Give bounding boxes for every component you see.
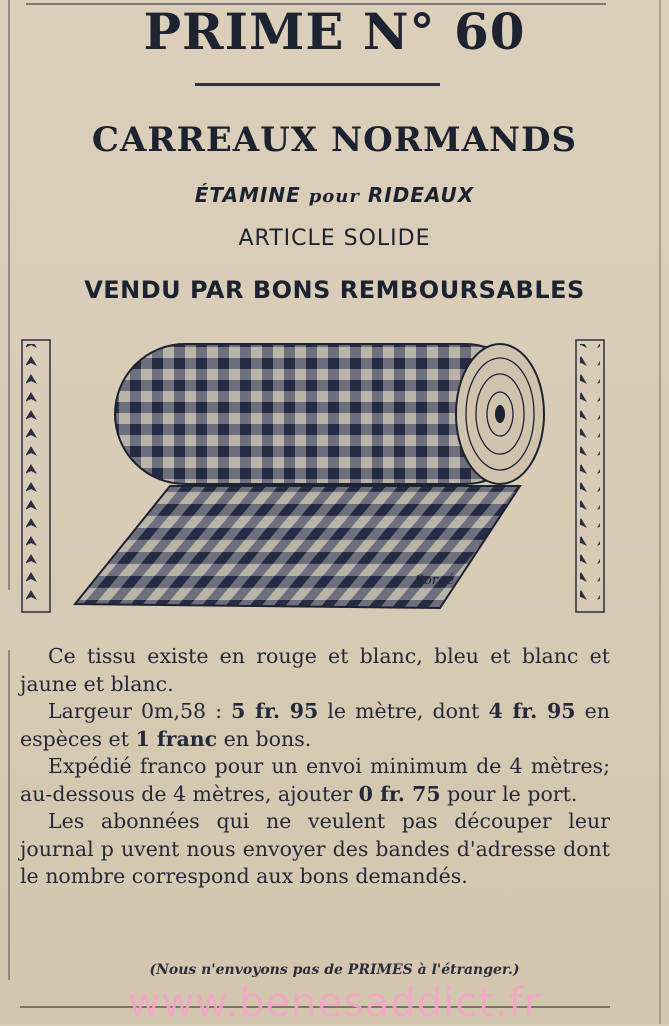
shipping-cost: 0 fr. 75 [358,781,441,806]
prime-title: PRIME N° 60 [143,2,526,61]
sale-terms: VENDU PAR BONS REMBOURSABLES [84,276,585,304]
foreign-note: (Nous n'envoyons pas de PRIMES à l'étranger.) [149,962,520,978]
paragraph-colors: Ce tissu existe en rouge et blanc, bleu et blanc et jaune et blanc. [20,644,610,696]
fabric-roll-illustration [20,336,620,618]
paragraph-subscribers: Les abonnées qui ne veulent pas découper leur journal p uvent nous envoyer des bandes d'adresse dont le nombre correspond aux bons demandés. [20,809,610,888]
price-bons: 1 franc [135,726,218,751]
left-border-lower [8,650,10,980]
price-total: 5 fr. 95 [231,699,319,723]
product-title: CARREAUX NORMANDS [91,120,578,160]
description-text [20,643,610,891]
artist-signature: Sorgé [415,573,454,588]
etamine-word: ÉTAMINE [194,183,301,207]
unrolled-fabric [75,486,520,608]
site-watermark: www.benesaddict.fr [127,980,542,1026]
title-divider [195,83,440,86]
pour-word: pour [308,186,360,207]
rideaux-word: RIDEAUX [367,183,475,207]
price-cash: 4 fr. 95 [488,699,576,723]
paragraph-price: Largeur 0m,58 : 5 fr. 95 le mètre, dont 4 fr. 95 en espèces et 1 franc en bons. [20,699,610,751]
article-line: ARTICLE SOLIDE [238,226,431,251]
left-laurel-pattern [26,344,46,608]
right-laurel-pattern [580,344,600,608]
product-description [0,183,669,207]
paragraph-shipping: Expédié franco pour un envoi minimum de 4 mètres; au-dessous de 4 mètres, ajouter 0 fr. 75 pour le port. [20,754,610,806]
